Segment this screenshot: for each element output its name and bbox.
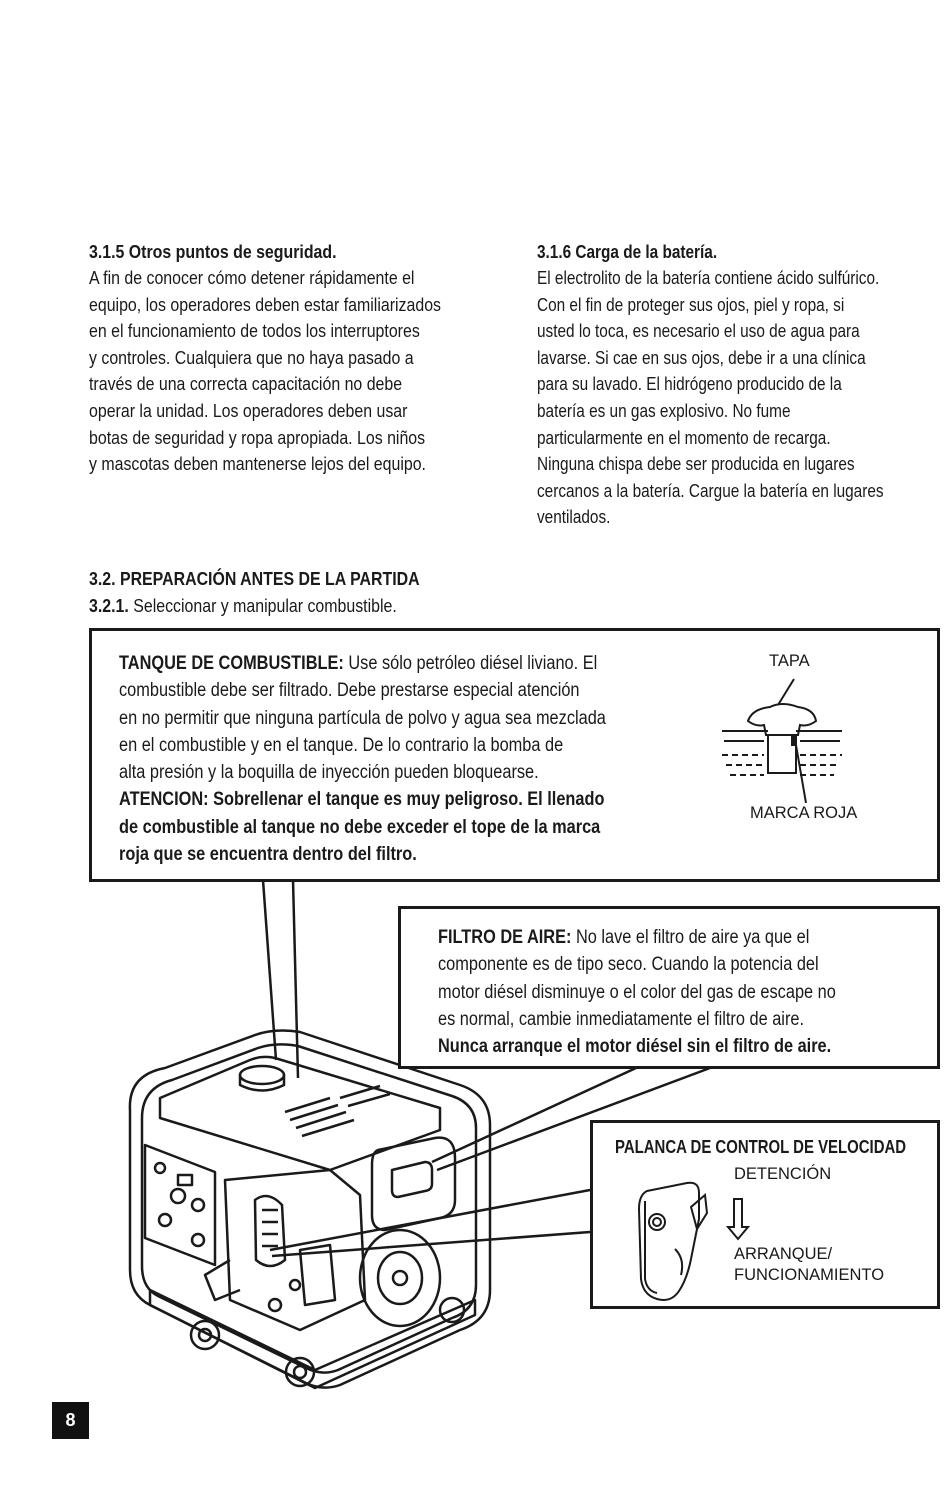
text-line: cercanos a la batería. Cargue la batería en lugares <box>537 479 884 501</box>
text-line: través de una correcta capacitación no debe <box>89 373 403 395</box>
fuel-tank-callout <box>89 628 940 882</box>
text-line: El electrolito de la batería contiene ácido sulfúrico. <box>537 267 880 288</box>
air-filter-callout <box>398 906 940 1069</box>
stop-label: DETENCIÓN <box>734 1165 832 1183</box>
red-mark-label: MARCA ROJA <box>750 804 858 822</box>
section-321-text: Seleccionar y manipular combustible. <box>128 594 397 616</box>
text-line: y controles. Cualquiera que no haya pasado a <box>89 346 414 368</box>
air-filter-text <box>438 924 836 1060</box>
speed-lever-diagram <box>633 1179 773 1307</box>
flywheel-cover <box>360 1230 440 1326</box>
warning-line: Nunca arranque el motor diésel sin el filtro de aire. <box>438 1036 832 1058</box>
text-line: equipo, los operadores deben estar familiarizados <box>89 293 442 315</box>
text-line: motor diésel disminuye o el color del gas de escape no <box>438 981 836 1003</box>
air-filter-label: FILTRO DE AIRE: <box>438 927 572 948</box>
text-line: y mascotas deben mantenerse lejos del equipo. <box>89 453 426 475</box>
text-line: A fin de conocer cómo detener rápidamente el <box>89 267 415 288</box>
cap-label: TAPA <box>769 652 810 670</box>
section-315-title: 3.1.5 Otros puntos de seguridad. <box>89 241 337 262</box>
text-line: en no permitir que ninguna partícula de polvo y agua sea mezclada <box>119 707 606 729</box>
text-line: botas de seguridad y ropa apropiada. Los niños <box>89 426 426 448</box>
text-line: Ninguna chispa debe ser producida en lugares <box>537 453 855 475</box>
page-number: 8 <box>52 1402 89 1439</box>
warning-line: roja que se encuentra dentro del filtro. <box>119 844 417 866</box>
text-line: para su lavado. El hidrógeno producido de la <box>537 373 842 395</box>
warning-line: de combustible al tanque no debe exceder el tope de la marca <box>119 816 601 838</box>
fuel-tank-text <box>119 650 606 868</box>
fuel-tank-line <box>119 650 606 677</box>
run-label-2: FUNCIONAMIENTO <box>734 1266 885 1284</box>
text-line: componente es de tipo seco. Cuando la potencia del <box>438 954 819 976</box>
wheel <box>294 1366 306 1378</box>
wheel <box>191 1321 219 1349</box>
text-line: particularmente en el momento de recarga. <box>537 426 831 448</box>
text-line: operar la unidad. Los operadores deben usar <box>89 399 408 421</box>
fuel-cap-diagram <box>712 673 852 803</box>
run-label-1: ARRANQUE/ <box>734 1245 833 1263</box>
text-line: es normal, cambie inmediatamente el filtro de aire. <box>438 1008 805 1030</box>
fuel-tank-line-rest: Use sólo petróleo diésel liviano. El <box>343 653 598 674</box>
text-line: ventilados. <box>537 506 611 528</box>
air-filter-line <box>438 924 836 951</box>
warning-line: ATENCION: Sobrellenar el tanque es muy peligroso. El llenado <box>119 789 605 811</box>
text-line: alta presión y la boquilla de inyección pueden bloquearse. <box>119 762 539 784</box>
leader-line-speed-2 <box>272 1232 590 1256</box>
text-line: batería es un gas explosivo. No fume <box>537 399 791 421</box>
fuel-tank-label: TANQUE DE COMBUSTIBLE: <box>119 653 344 674</box>
text-line: en el combustible y en el tanque. De lo contrario la bomba de <box>119 734 564 756</box>
text-line: lavarse. Si cae en sus ojos, debe ir a una clínica <box>537 346 866 368</box>
text-line: combustible debe ser filtrado. Debe prestarse especial atención <box>119 680 580 702</box>
text-line: Con el fin de proteger sus ojos, piel y ropa, si <box>537 293 845 315</box>
leader-line-fuel-2 <box>293 880 298 1078</box>
fuel-cap <box>240 1066 284 1084</box>
speed-control-callout <box>590 1120 940 1309</box>
section-32-title: 3.2. PREPARACIÓN ANTES DE LA PARTIDA <box>89 568 420 589</box>
fuel-tank <box>160 1057 440 1170</box>
section-316-title: 3.1.6 Carga de la batería. <box>537 241 718 262</box>
speed-control-title: PALANCA DE CONTROL DE VELOCIDAD <box>615 1137 907 1157</box>
section-321-number: 3.2.1. <box>89 594 129 616</box>
text-line: en el funcionamiento de todos los interruptores <box>89 320 420 342</box>
air-filter-line-rest: No lave el filtro de aire ya que el <box>571 927 810 948</box>
text-line: usted lo toca, es necesario el uso de agua para <box>537 320 860 342</box>
